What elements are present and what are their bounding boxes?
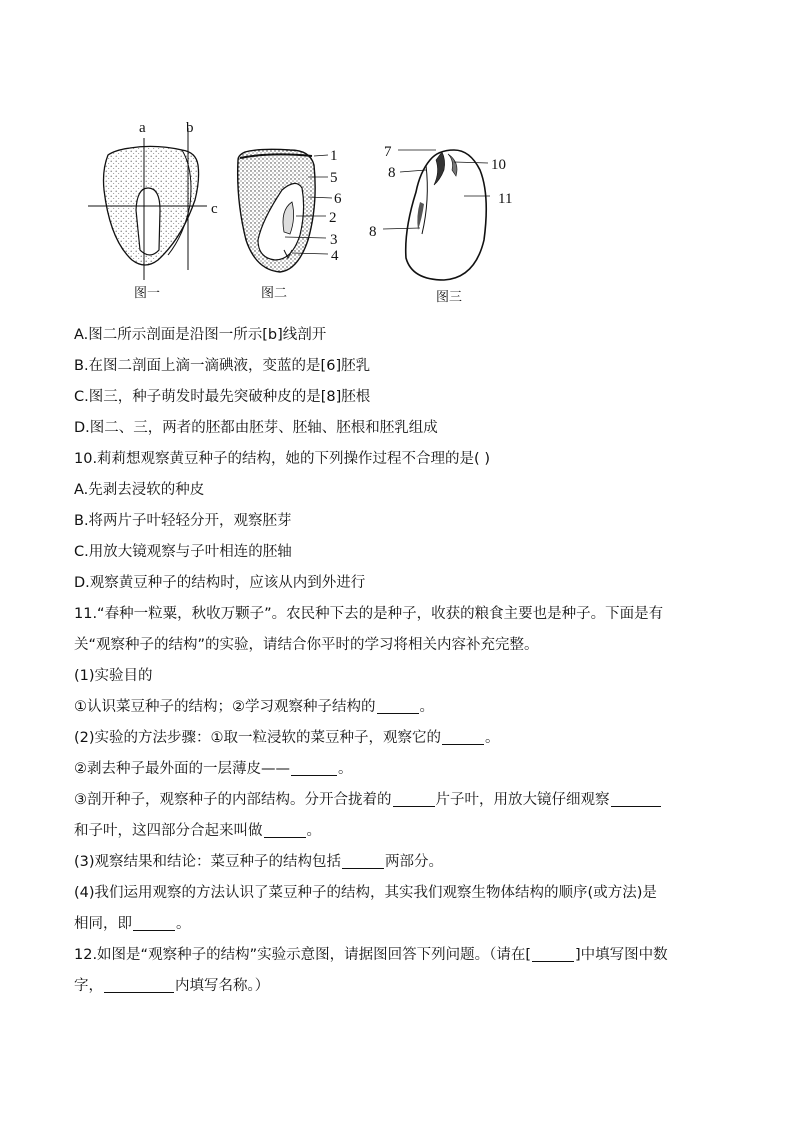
q11-part2-step1: (2)实验的方法步骤：①取一粒浸软的菜豆种子，观察它的 。: [74, 730, 500, 746]
q10-option-b: B.将两片子叶轻轻分开，观察胚芽: [74, 513, 292, 529]
label-6: 6: [334, 191, 342, 207]
q9-option-c: C.图三，种子萌发时最先突破种皮的是[8]胚根: [74, 389, 371, 405]
q11-part2-step3-cont: 和子叶，这四部分合起来叫做 。: [74, 823, 321, 839]
q10-option-d: D.观察黄豆种子的结构时，应该从内到外进行: [74, 575, 366, 591]
answer-blank[interactable]: [393, 790, 435, 807]
answer-blank[interactable]: [377, 697, 419, 714]
answer-blank[interactable]: [442, 728, 484, 745]
label-c: c: [211, 201, 218, 217]
figure-2-corn-section: [238, 148, 342, 301]
label-a: a: [139, 120, 146, 136]
figure-3-caption: 图三: [436, 290, 463, 305]
q11-part1-goals: ①认识菜豆种子的结构；②学习观察种子结构的 。: [74, 699, 434, 715]
label-1: 1: [330, 148, 338, 164]
answer-blank[interactable]: [342, 852, 384, 869]
label-3: 3: [330, 232, 338, 248]
label-b: b: [186, 120, 194, 136]
q9-option-d: D.图二、三，两者的胚都由胚芽、胚轴、胚根和胚乳组成: [74, 420, 438, 436]
figure-1-caption: 图一: [134, 286, 161, 301]
label-2: 2: [329, 210, 337, 226]
label-7: 7: [384, 144, 392, 160]
q12-stem-line2: 字， 内填写名称。）: [74, 978, 270, 994]
q10-stem: 10.莉莉想观察黄豆种子的结构，她的下列操作过程不合理的是( ): [74, 451, 490, 467]
figure-1-corn-kernel: [88, 120, 218, 301]
answer-blank[interactable]: [532, 945, 574, 962]
figure-3-bean-seed: [369, 144, 512, 305]
question-text: [74, 320, 724, 1002]
answer-blank[interactable]: [611, 790, 661, 807]
seed-structure-diagrams: [70, 110, 530, 315]
q9-option-b: B.在图二剖面上滴一滴碘液，变蓝的是[6]胚乳: [74, 358, 371, 374]
q11-part4-line2: 相同，即 。: [74, 916, 191, 932]
q10-option-c: C.用放大镜观察与子叶相连的胚轴: [74, 544, 292, 560]
q11-part2-step3: ③剖开种子，观察种子的内部结构。分开合拢着的 片子叶，用放大镜仔细观察: [74, 785, 724, 816]
answer-blank[interactable]: [291, 759, 337, 776]
q9-option-a: A.图二所示剖面是沿图一所示[b]线剖开: [74, 327, 327, 343]
label-5: 5: [330, 170, 338, 186]
answer-blank[interactable]: [133, 914, 175, 931]
answer-blank[interactable]: [104, 976, 174, 993]
q11-part4-line1: (4)我们运用观察的方法认识了菜豆种子的结构，其实我们观察生物体结构的顺序(或方法)是: [74, 885, 657, 901]
q11-part1: (1)实验目的: [74, 668, 153, 684]
q11-part2-step2: ②剥去种子最外面的一层薄皮—— 。: [74, 761, 353, 777]
label-11: 11: [498, 191, 513, 207]
seed-figures: [70, 110, 530, 315]
q11-stem-line1: 11.“春种一粒粟，秋收万颗子”。农民种下去的是种子，收获的粮食主要也是种子。下面是有: [74, 606, 664, 622]
answer-blank[interactable]: [264, 821, 306, 838]
label-10: 10: [491, 157, 506, 173]
label-4: 4: [331, 248, 339, 264]
label-8-top: 8: [388, 165, 396, 181]
q12-stem-line1: 12.如图是“观察种子的结构”实验示意图，请据图回答下列问题。（请在[ ]中填写图中数: [74, 947, 668, 963]
q10-option-a: A.先剥去浸软的种皮: [74, 482, 205, 498]
label-8-bottom: 8: [369, 224, 377, 240]
figure-2-caption: 图二: [261, 286, 288, 301]
q11-part3: (3)观察结果和结论：菜豆种子的结构包括 两部分。: [74, 854, 444, 870]
q11-stem-line2: 关“观察种子的结构”的实验，请结合你平时的学习将相关内容补充完整。: [74, 637, 539, 653]
